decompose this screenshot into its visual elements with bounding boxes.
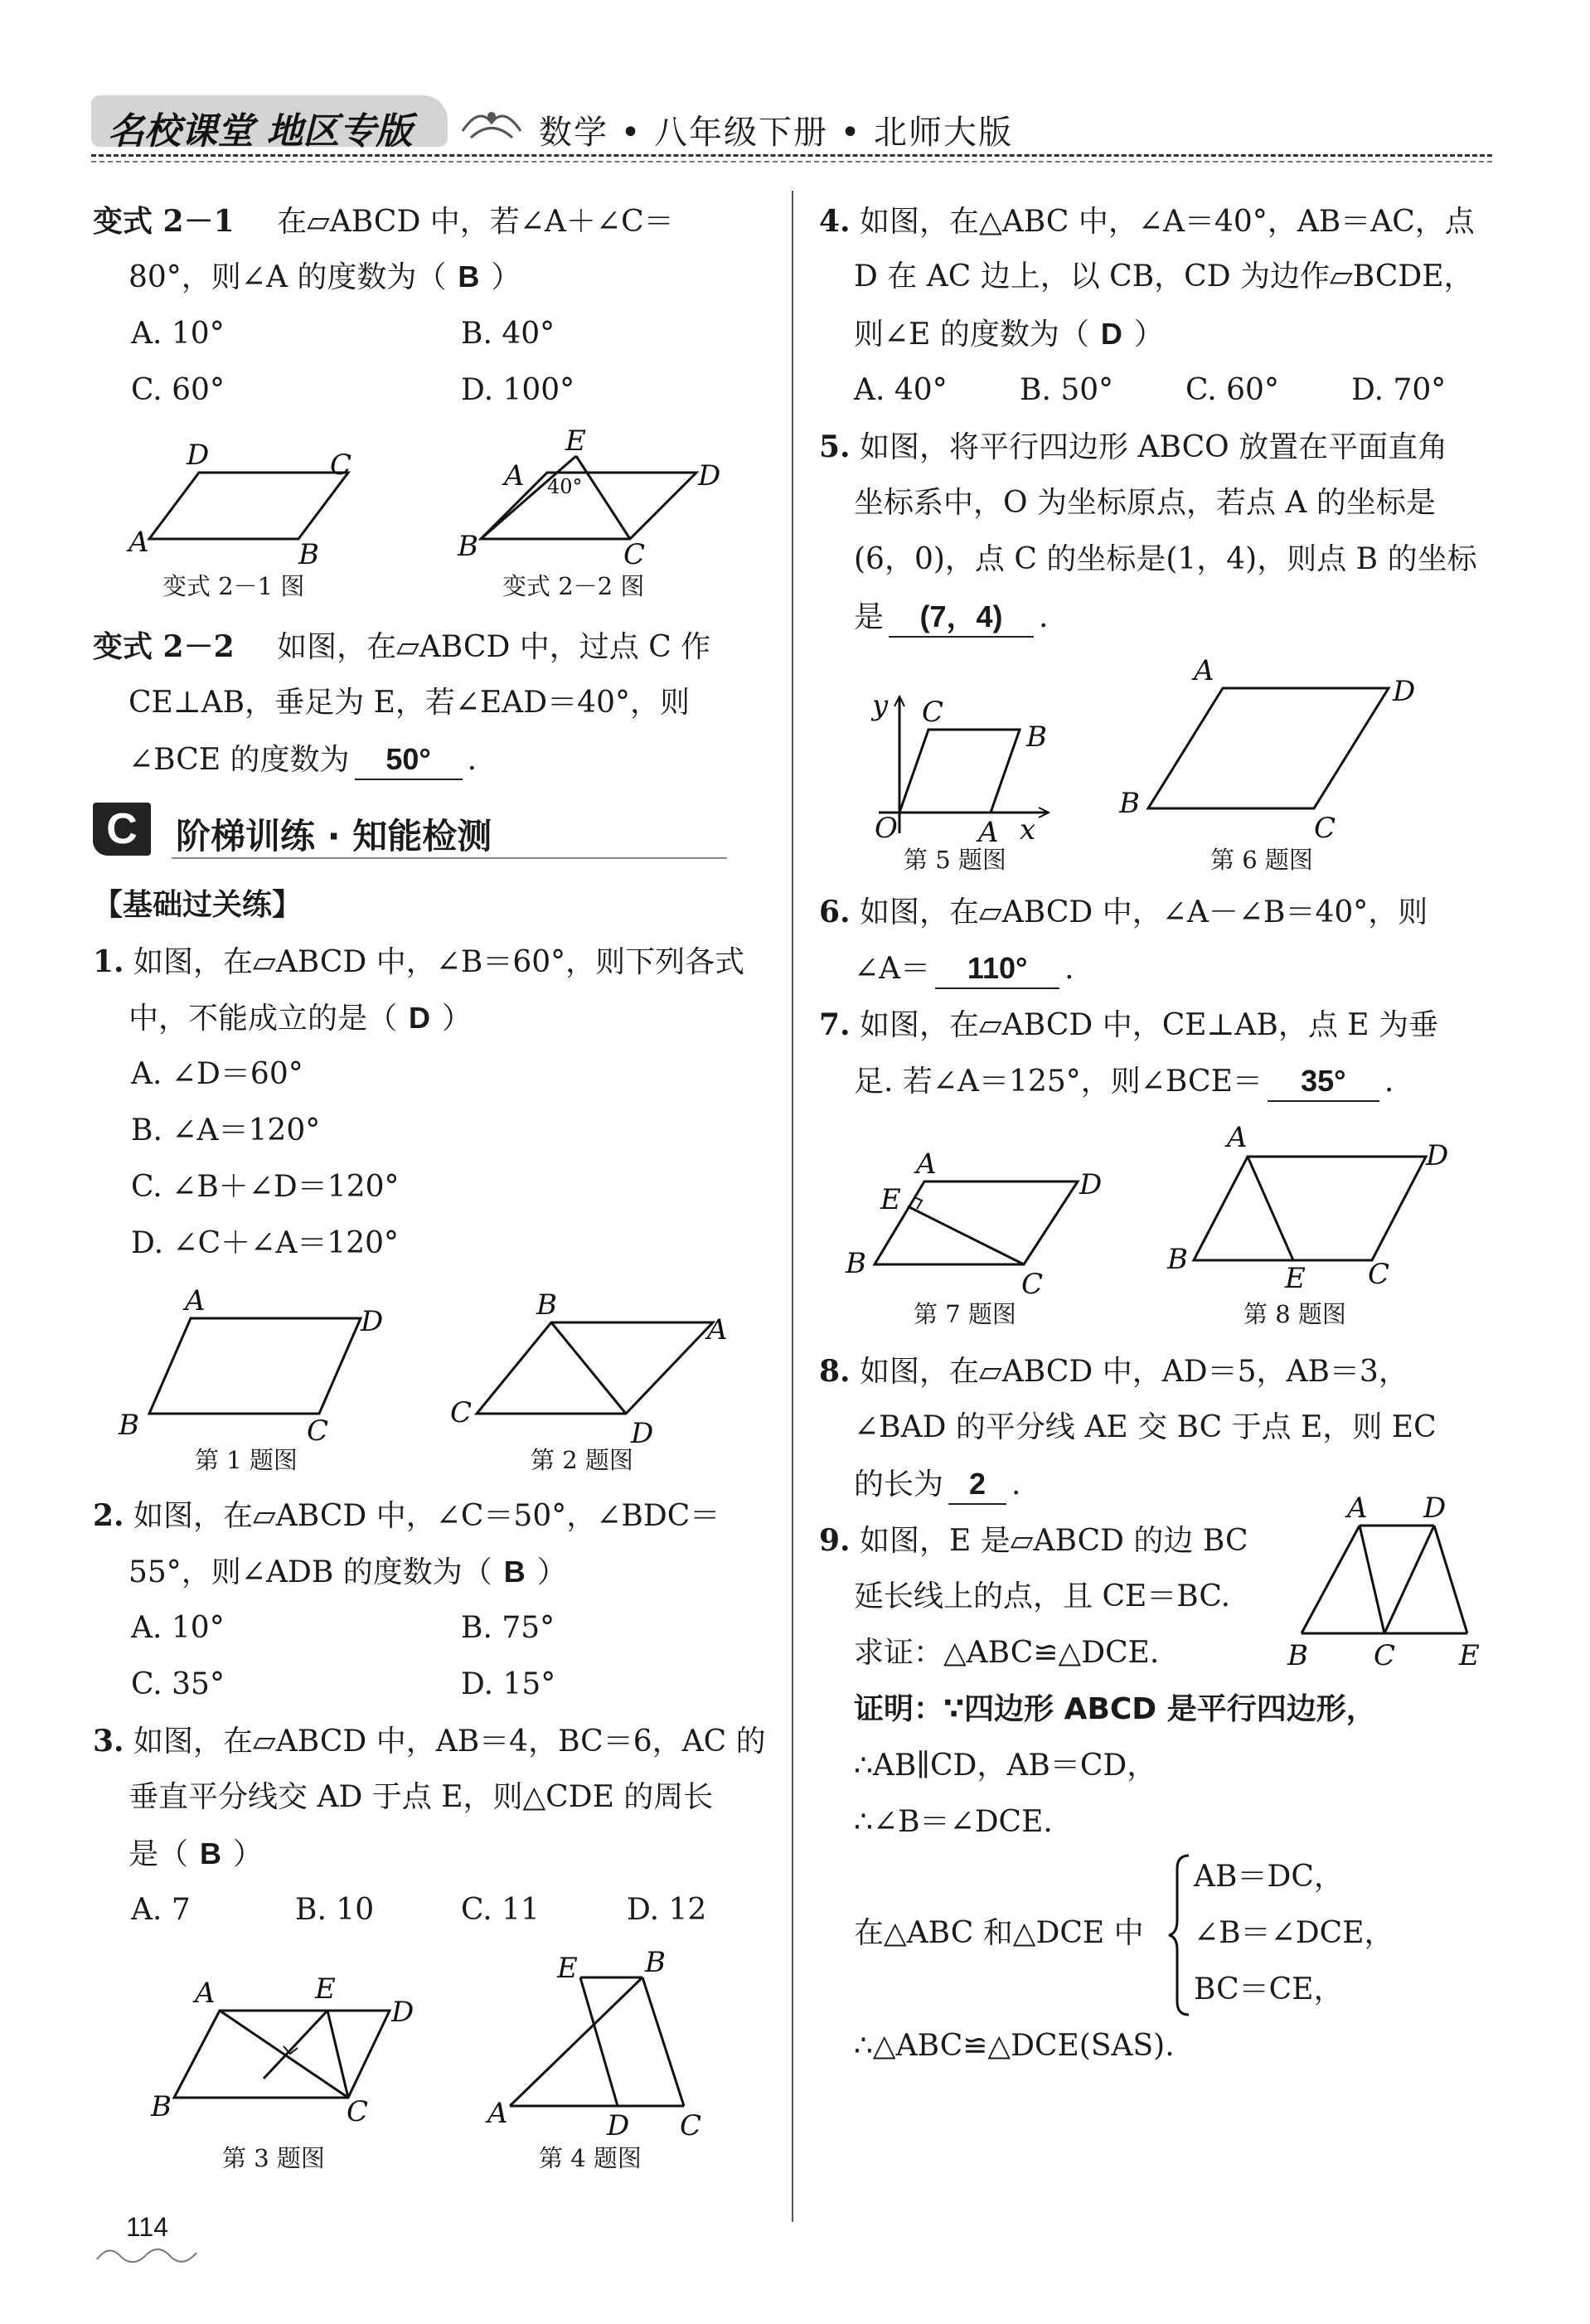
parallelogram xyxy=(149,1318,361,1414)
option-b: B. 75° xyxy=(461,1611,555,1645)
figure-q4 xyxy=(481,1946,721,2142)
option-c: C. 35° xyxy=(131,1667,225,1701)
q5-line1: 5. 如图，将平行四边形 ABCO 放置在平面直角 xyxy=(819,429,1448,464)
proof-line4: 在△ABC 和△DCE 中 xyxy=(854,1916,1144,1950)
label-A: A xyxy=(487,2097,508,2130)
q3-number: 3. xyxy=(93,1724,124,1759)
label-B: B xyxy=(151,2090,172,2123)
caption-variant-2-1: 变式 2－1 图 xyxy=(162,572,305,600)
line-ae xyxy=(1248,1157,1293,1260)
label-B: B xyxy=(1287,1639,1308,1672)
q9-line1: 9. 如图，E 是▱ABCD 的边 BC xyxy=(819,1523,1248,1558)
label-D: D xyxy=(187,439,210,472)
variant-2-2-line1: 变式 2－2 如图，在▱ABCD 中，过点 C 作 xyxy=(93,629,711,664)
figure-q1 xyxy=(112,1281,394,1447)
caption-q7: 第 7 题图 xyxy=(914,1300,1016,1328)
diagonal-ac xyxy=(220,2011,348,2098)
section-letter-box: C xyxy=(93,803,151,856)
line-ac xyxy=(1360,1526,1384,1633)
proof-condition-3: BC＝CE， xyxy=(1194,1972,1344,2006)
label-A: A xyxy=(707,1313,728,1346)
label-D: D xyxy=(1426,1139,1449,1172)
label-B: B xyxy=(645,1946,666,1979)
line-ab xyxy=(510,1977,642,2106)
label-C: C xyxy=(623,538,646,571)
label-B: B xyxy=(1167,1243,1188,1276)
proof-line1: 证明：∵四边形 ABCD 是平行四边形， xyxy=(854,1692,1376,1726)
q7-line2: 足. 若∠A＝125°，则∠BCE＝ 35° . xyxy=(854,1063,1394,1102)
answer: 110° xyxy=(967,951,1028,985)
q4-number: 4. xyxy=(819,204,851,239)
variant-2-1-line1: 变式 2－1 在▱ABCD 中，若∠A＋∠C＝ xyxy=(93,204,674,239)
caption-q3: 第 3 题图 xyxy=(222,2144,325,2172)
label-A: A xyxy=(128,526,149,559)
perpendicular-bisector xyxy=(264,2011,327,2079)
option-a: A. 40° xyxy=(854,373,948,407)
section-banner xyxy=(93,803,731,861)
header-brand: 名校课堂 地区专版 xyxy=(108,110,413,153)
answer: 2 xyxy=(969,1467,986,1501)
option-c: C. 11 xyxy=(461,1893,540,1927)
q3-line1: 3. 如图，在▱ABCD 中，AB＝4，BC＝6，AC 的 xyxy=(93,1724,766,1759)
q9-line3: 求证：△ABC≌△DCE. xyxy=(854,1636,1160,1670)
page-number: 114 xyxy=(126,2212,169,2242)
variant-2-1-line2: 80°，则∠A 的度数为（ B ） xyxy=(128,260,521,294)
label-C: C xyxy=(1368,1258,1390,1291)
figure-q2 xyxy=(444,1285,734,1451)
label-E: E xyxy=(1459,1639,1480,1672)
option-b: B. 50° xyxy=(1020,373,1114,407)
answer: 35° xyxy=(1301,1064,1346,1098)
q8-line1: 8. 如图，在▱ABCD 中，AD＝5，AB＝3， xyxy=(819,1354,1408,1389)
header-rule xyxy=(91,154,1492,157)
parallelogram xyxy=(875,1181,1078,1264)
option-c: C. 60° xyxy=(131,373,225,407)
label-C: C xyxy=(347,2095,369,2128)
option-a: A. 7 xyxy=(131,1893,191,1927)
figure-q6 xyxy=(1115,654,1447,845)
label-C: C xyxy=(1021,1268,1044,1301)
line-ed xyxy=(580,1977,618,2106)
label-E: E xyxy=(565,425,586,458)
option-b: B. 40° xyxy=(461,317,555,351)
option-a: A. ∠D＝60° xyxy=(131,1057,303,1091)
label-B: B xyxy=(846,1247,866,1280)
answer: B xyxy=(458,260,480,294)
label-D: D xyxy=(1423,1492,1447,1525)
q2-line1: 2. 如图，在▱ABCD 中，∠C＝50°，∠BDC＝ xyxy=(93,1498,720,1533)
q3-line2: 垂直平分线交 AD 于点 E，则△CDE 的周长 xyxy=(128,1780,714,1814)
figure-q9 xyxy=(1281,1492,1488,1675)
q9-line2: 延长线上的点，且 CE＝BC. xyxy=(854,1579,1231,1613)
label-A: A xyxy=(1227,1121,1248,1154)
variant-2-2-label: 变式 2－2 xyxy=(93,629,235,664)
label-D: D xyxy=(1079,1168,1103,1201)
header-ornament-icon xyxy=(454,98,529,148)
q8-line3: 的长为 2 . xyxy=(854,1466,1020,1505)
q4-line1: 4. 如图，在△ABC 中，∠A＝40°，AB＝AC，点 xyxy=(819,204,1475,239)
line-ab xyxy=(1302,1526,1360,1633)
label-D: D xyxy=(631,1417,654,1450)
option-d: D. 15° xyxy=(461,1667,556,1701)
label-D: D xyxy=(1393,675,1416,708)
label-C: C xyxy=(1374,1639,1396,1672)
parallelogram xyxy=(149,473,348,539)
line-ce xyxy=(908,1206,1024,1264)
label-C: C xyxy=(680,2109,702,2142)
parallelogram xyxy=(1148,688,1389,808)
section-title: 阶梯训练 · 知能检测 xyxy=(176,816,492,856)
label-D: D xyxy=(698,459,721,492)
header-rule-2 xyxy=(91,161,1492,163)
q3-line3: 是（ B ） xyxy=(128,1836,264,1871)
q1-number: 1. xyxy=(93,944,124,979)
caption-q1: 第 1 题图 xyxy=(195,1446,298,1474)
option-c: C. ∠B＋∠D＝120° xyxy=(131,1170,400,1204)
q4-line2: D 在 AC 边上，以 CB，CD 为边作▱BCDE， xyxy=(854,260,1474,294)
variant-2-2-line2: CE⊥AB，垂足为 E，若∠EAD＝40°，则 xyxy=(128,686,690,720)
option-a: A. 10° xyxy=(131,317,225,351)
answer: 50° xyxy=(385,742,431,776)
proof-condition-1: AB＝DC， xyxy=(1194,1860,1344,1894)
q9-number: 9. xyxy=(819,1523,851,1558)
section-underline xyxy=(172,857,727,859)
header-subtitle: 数学 • 八年级下册 • 北师大版 xyxy=(539,114,1014,152)
label-C: C xyxy=(922,696,944,729)
caption-q2: 第 2 题图 xyxy=(531,1446,633,1474)
caption-q4: 第 4 题图 xyxy=(539,2144,642,2172)
q4-line3: 则∠E 的度数为（ D ） xyxy=(854,317,1164,352)
label-A: A xyxy=(504,459,525,492)
q2-number: 2. xyxy=(93,1498,124,1533)
q6-line1: 6. 如图，在▱ABCD 中，∠A－∠B＝40°，则 xyxy=(819,895,1428,929)
caption-q5: 第 5 题图 xyxy=(904,846,1006,874)
answer: (7，4) xyxy=(919,599,1003,633)
figure-variant-2-2 xyxy=(448,425,730,571)
proof-condition-2: ∠B＝∠DCE， xyxy=(1194,1916,1394,1950)
q7-number: 7. xyxy=(819,1007,851,1042)
label-A: A xyxy=(916,1147,937,1181)
basic-practice-heading: 【基础过关练】 xyxy=(93,888,303,922)
q6-line2: ∠A＝ 110° . xyxy=(854,950,1074,989)
figure-q3 xyxy=(141,1965,431,2128)
label-B: B xyxy=(1119,787,1140,820)
variant-2-1-label: 变式 2－1 xyxy=(93,204,235,239)
label-y: y xyxy=(872,689,889,722)
label-A: A xyxy=(195,1977,216,2010)
line-dc xyxy=(1384,1526,1434,1633)
label-O: O xyxy=(875,812,898,845)
line-bc xyxy=(642,1977,684,2106)
label-C: C xyxy=(330,449,352,482)
q2-line2: 55°，则∠ADB 的度数为（ B ） xyxy=(128,1555,567,1589)
right-angle-mark xyxy=(914,1197,922,1209)
label-B: B xyxy=(1026,720,1047,754)
answer: B xyxy=(200,1836,222,1870)
caption-q8: 第 8 题图 xyxy=(1243,1300,1346,1328)
option-d: D. 100° xyxy=(461,373,575,407)
option-d: D. 12 xyxy=(627,1893,707,1927)
figure-variant-2-1 xyxy=(124,439,373,571)
label-E: E xyxy=(1285,1262,1306,1295)
caption-variant-2-2: 变式 2－2 图 xyxy=(502,572,645,600)
q7-line1: 7. 如图，在▱ABCD 中，CE⊥AB，点 E 为垂 xyxy=(819,1007,1439,1042)
label-A: A xyxy=(1194,654,1214,687)
proof-line2: ∴AB∥CD，AB＝CD， xyxy=(854,1749,1157,1783)
q8-line2: ∠BAD 的平分线 AE 交 BC 于点 E，则 EC xyxy=(854,1410,1437,1444)
label-A: A xyxy=(185,1284,206,1317)
label-B: B xyxy=(458,530,478,563)
variant-2-2-line3: ∠BCE 的度数为 50° . xyxy=(128,741,477,780)
label-D: D xyxy=(391,1996,414,2029)
option-b: B. ∠A＝120° xyxy=(131,1113,321,1147)
option-c: C. 60° xyxy=(1185,373,1279,407)
brace-icon xyxy=(1167,1852,1192,2018)
label-B: B xyxy=(298,538,319,571)
label-D: D xyxy=(607,2109,630,2142)
answer: D xyxy=(1100,317,1122,351)
label-A: A xyxy=(1347,1492,1368,1525)
label-D: D xyxy=(361,1305,384,1338)
option-d: D. ∠C＋∠A＝120° xyxy=(131,1226,400,1260)
q5-number: 5. xyxy=(819,429,851,464)
option-b: B. 10 xyxy=(295,1893,375,1927)
label-C: C xyxy=(1314,812,1336,845)
column-divider xyxy=(792,191,793,2222)
line-ec xyxy=(576,456,630,539)
figure-q8 xyxy=(1161,1121,1467,1295)
answer: B xyxy=(503,1555,526,1589)
label-E: E xyxy=(880,1183,901,1216)
parallelogram xyxy=(1194,1157,1426,1260)
parallelogram xyxy=(477,1322,713,1414)
parallelogram xyxy=(899,730,1020,813)
label-angle: 40° xyxy=(547,475,583,498)
q5-line3: (6，0)，点 C 的坐标是(1，4)，则点 B 的坐标 xyxy=(854,542,1477,576)
q1-line2: 中，不能成立的是（ D ） xyxy=(128,1001,473,1036)
option-a: A. 10° xyxy=(131,1611,225,1645)
line-de xyxy=(1434,1526,1467,1633)
label-E: E xyxy=(315,1972,336,2006)
q1-line1: 1. 如图，在▱ABCD 中，∠B＝60°，则下列各式 xyxy=(93,944,745,979)
q5-line2: 坐标系中，O 为坐标原点，若点 A 的坐标是 xyxy=(854,486,1436,520)
q8-number: 8. xyxy=(819,1354,851,1389)
label-B: B xyxy=(119,1409,139,1442)
label-A: A xyxy=(978,816,999,849)
caption-q6: 第 6 题图 xyxy=(1210,846,1313,874)
figure-q7 xyxy=(837,1136,1119,1302)
q6-number: 6. xyxy=(819,895,851,929)
label-C: C xyxy=(450,1396,473,1429)
proof-conclusion: ∴△ABC≌△DCE(SAS). xyxy=(854,2029,1175,2063)
answer: D xyxy=(409,1001,431,1035)
label-E: E xyxy=(557,1952,578,1985)
proof-line3: ∴∠B＝∠DCE. xyxy=(854,1805,1053,1839)
footer-ornament-icon xyxy=(93,2243,201,2268)
label-x: x xyxy=(1020,813,1036,847)
q5-line4: 是 (7，4) . xyxy=(854,599,1048,638)
option-d: D. 70° xyxy=(1351,373,1447,407)
label-B: B xyxy=(536,1288,557,1322)
figure-q5 xyxy=(862,680,1053,849)
label-C: C xyxy=(307,1414,329,1448)
diagonal-bd xyxy=(551,1322,626,1414)
